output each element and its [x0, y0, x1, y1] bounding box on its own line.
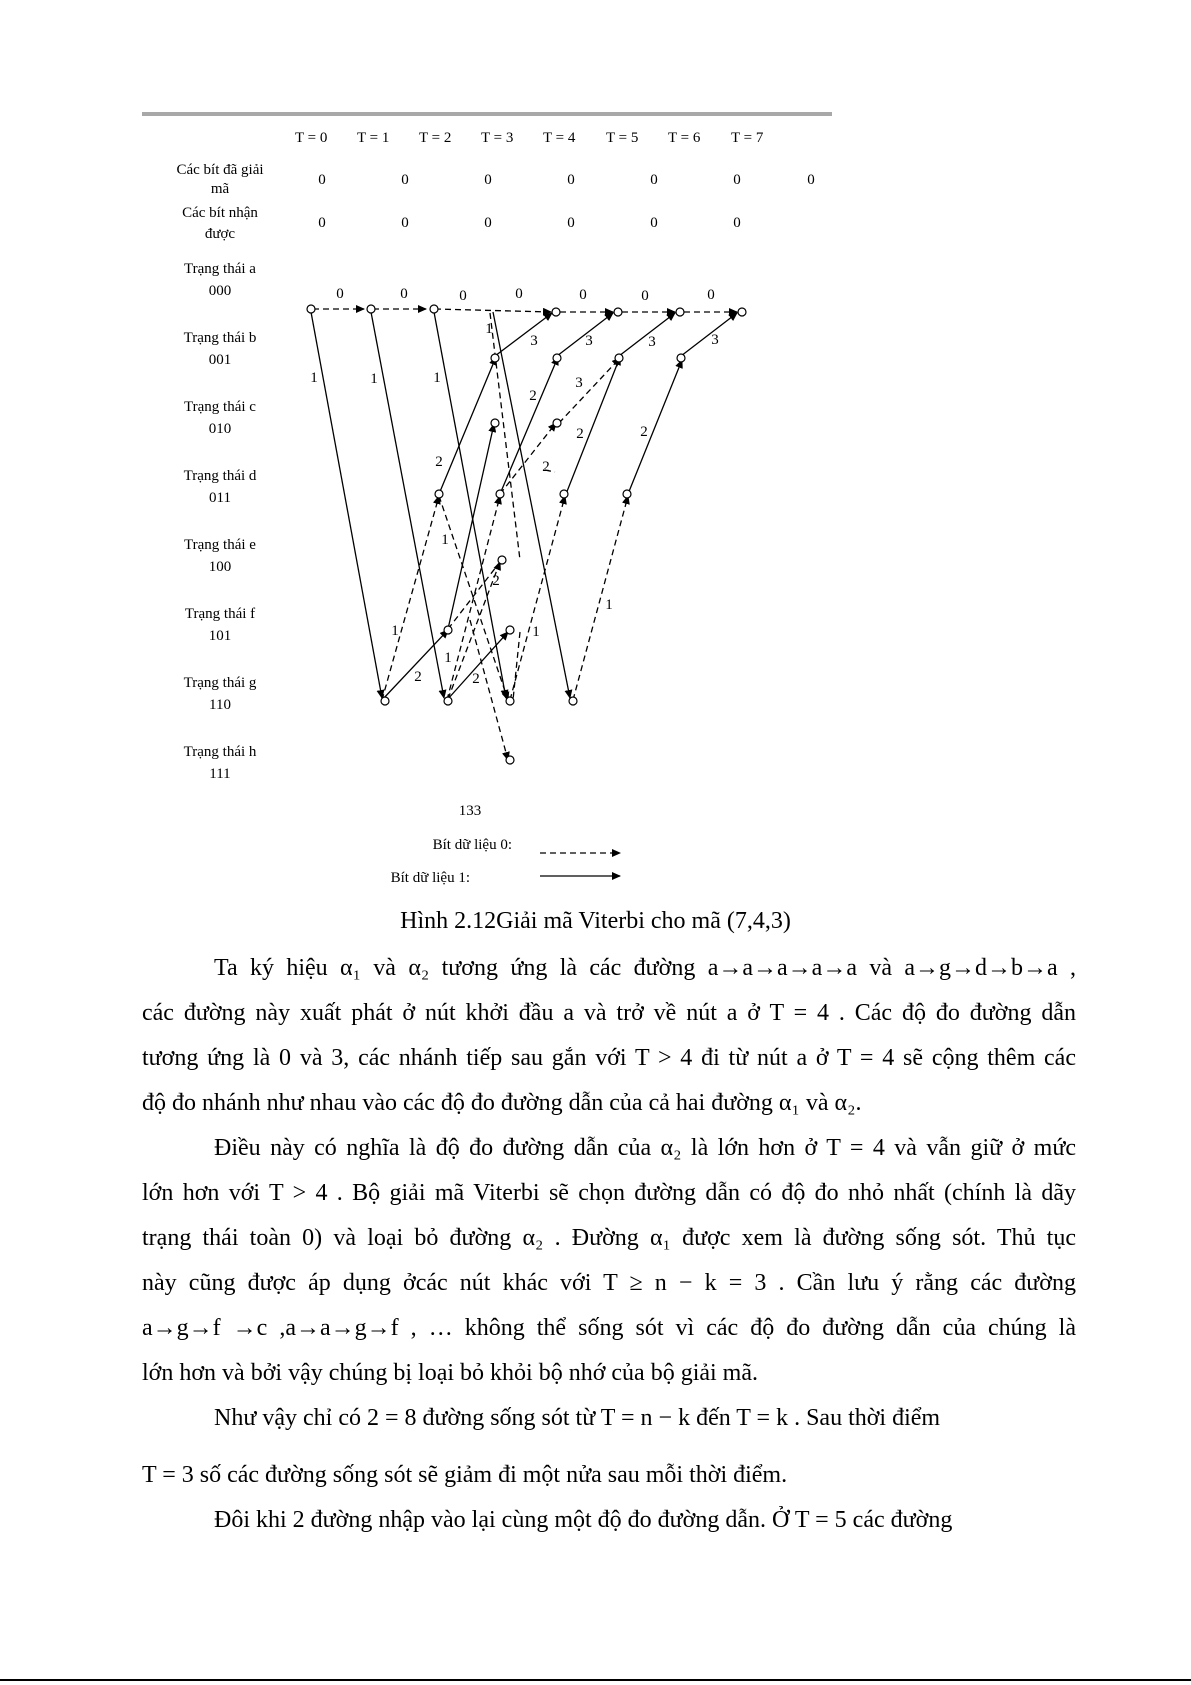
- lower-metric: 2: [492, 573, 500, 589]
- decoded-bit: 0: [567, 172, 575, 188]
- mid-metric: 2: [542, 459, 550, 475]
- decoded-bit: 0: [401, 172, 409, 188]
- node: [738, 308, 746, 316]
- branch-a-g: [493, 312, 570, 698]
- top-metric: 0: [707, 287, 715, 303]
- paragraph: [142, 1396, 1076, 1498]
- mid-metric: 3: [575, 375, 583, 391]
- lower-metric: 1: [444, 650, 452, 666]
- state-code: 010: [208, 421, 232, 437]
- state-code: 101: [208, 628, 232, 644]
- time-label: T = 0: [295, 130, 328, 146]
- paragraph: [142, 946, 1076, 1126]
- text-line: Điều này có nghĩa là độ đo đường dẫn của α₂ là lớn hơn ở T = 4 và vẫn giữ ở mức: [214, 1135, 1076, 1161]
- paragraph: [142, 1126, 1076, 1396]
- b-row-metric: 3: [530, 333, 538, 349]
- node: [444, 626, 452, 634]
- state-name: Trạng thái f: [184, 606, 256, 622]
- left-one-metric: 1: [310, 370, 318, 386]
- state-code: 110: [209, 697, 231, 713]
- branch-d-b: [566, 357, 620, 494]
- state-code: 000: [208, 283, 232, 299]
- lower-metric: 2: [414, 669, 422, 685]
- top-metric: 0: [515, 286, 523, 302]
- branch-b-a: [495, 313, 552, 356]
- node: [569, 697, 577, 705]
- lower-metric: 1: [532, 624, 540, 640]
- text-line: tương ứng là 0 và 3, các nhánh tiếp sau gắn với T > 4 đi từ nút a ở T = 4 sẽ cộng thêm các: [142, 1045, 1076, 1071]
- node: [506, 626, 514, 634]
- mid-metric: 2: [435, 454, 443, 470]
- body-text: [142, 946, 1076, 1543]
- received-bit: 0: [567, 215, 575, 231]
- node: [623, 490, 631, 498]
- time-label: T = 2: [419, 130, 452, 146]
- branch-metrics: [310, 286, 719, 687]
- received-bits: [318, 215, 741, 231]
- row-labels: [176, 162, 263, 782]
- node: [435, 490, 443, 498]
- mid-metric: 2: [640, 424, 648, 440]
- time-label: T = 7: [731, 130, 764, 146]
- node: [498, 556, 506, 564]
- branch-g-d: [510, 496, 565, 700]
- decoded-bit: 0: [318, 172, 326, 188]
- received-bit: 0: [484, 215, 492, 231]
- lower-metric: 1: [391, 623, 399, 639]
- state-code: 111: [209, 766, 231, 782]
- top-metric: 0: [459, 288, 467, 304]
- branch-b-a: [619, 313, 675, 356]
- decoded-bits-label: Các bít đã giải: [176, 162, 264, 178]
- branch-a-g: [311, 312, 382, 698]
- received-bits-label: được: [204, 226, 236, 242]
- received-bit: 0: [733, 215, 741, 231]
- branch-d-b: [628, 360, 682, 494]
- legend: [391, 837, 620, 886]
- state-code: 011: [209, 490, 231, 506]
- node: [552, 308, 560, 316]
- lower-metric: 1: [605, 597, 613, 613]
- text-line: này cũng được áp dụng ởcác nút khác với T ≥ n − k = 3 . Cần lưu ý rằng các đường: [142, 1270, 1076, 1296]
- time-labels: [295, 130, 764, 146]
- time-label: T = 3: [481, 130, 514, 146]
- left-one-metric: 1: [433, 370, 441, 386]
- branch-b-e: [490, 313, 520, 560]
- state-name: Trạng thái h: [183, 744, 257, 760]
- decoded-bit: 0: [484, 172, 492, 188]
- node: [553, 419, 561, 427]
- page-bottom-rule: [0, 1679, 1191, 1681]
- legend-data0-label: Bít dữ liệu 0:: [432, 837, 512, 853]
- node: [506, 697, 514, 705]
- figure-caption: Hình 2.12Giải mã Viterbi cho mã (7,4,3): [400, 908, 791, 934]
- branch-a-a: [435, 309, 551, 312]
- top-metric: 0: [400, 286, 408, 302]
- state-code: 100: [208, 559, 232, 575]
- state-code: 001: [208, 352, 232, 368]
- figure-page-number: 133: [458, 803, 482, 819]
- b-row-metric: 3: [648, 334, 656, 350]
- b-row-metric: 3: [585, 333, 593, 349]
- decoded-bit: 0: [650, 172, 658, 188]
- top-metric: 0: [579, 287, 587, 303]
- b-row-metric: 3: [711, 332, 719, 348]
- mid-metric: 2: [529, 388, 537, 404]
- text-line: Đôi khi 2 đường nhập vào lại cùng một độ đo đường dẫn. Ở T = 5 các đường: [214, 1507, 953, 1533]
- text-line: Như vậy chỉ có 2 = 8 đường sống sót từ T = n − k đến T = k . Sau thời điểm: [214, 1405, 941, 1431]
- node: [491, 419, 499, 427]
- branch-c-b: [559, 358, 620, 423]
- b-row-metric: 1: [485, 321, 493, 337]
- state-name: Trạng thái e: [184, 537, 256, 553]
- received-bit: 0: [401, 215, 409, 231]
- time-label: T = 6: [668, 130, 701, 146]
- lower-metric: 2: [472, 671, 480, 687]
- top-metric: 0: [641, 288, 649, 304]
- node: [367, 305, 375, 313]
- text-line: a→g→f →c ,a→a→g→f , … không thể sống sót vì các độ đo đường dẫn của chúng là: [142, 1315, 1076, 1341]
- branch-b-a: [681, 313, 737, 356]
- received-bit: 0: [318, 215, 326, 231]
- decoded-bit: 0: [807, 172, 815, 188]
- state-name: Trạng thái b: [183, 330, 257, 346]
- branch-g-d: [573, 496, 628, 700]
- state-name: Trạng thái a: [184, 261, 256, 277]
- decoded-bit: 0: [733, 172, 741, 188]
- text-line: lớn hơn với T > 4 . Bộ giải mã Viterbi sẽ chọn đường dẫn có độ đo nhỏ nhất (chính là dãy: [142, 1180, 1076, 1206]
- text-line: T = 3 số các đường sống sót sẽ giảm đi một nửa sau mỗi thời điểm.: [142, 1462, 788, 1488]
- node: [381, 697, 389, 705]
- state-name: Trạng thái d: [183, 468, 257, 484]
- text-line: lớn hơn và bởi vậy chúng bị loại bỏ khỏi bộ nhớ của bộ giải mã.: [142, 1360, 758, 1386]
- decoded-bits: [318, 172, 815, 188]
- mid-metric: 2: [576, 426, 584, 442]
- state-name: Trạng thái g: [183, 675, 257, 691]
- node: [506, 756, 514, 764]
- time-label: T = 1: [357, 130, 390, 146]
- node: [491, 354, 499, 362]
- node: [553, 354, 561, 362]
- text-line: Ta ký hiệu α₁ và α₂ tương ứng là các đường a→a→a→a→a và a→g→d→b→a ,: [214, 955, 1076, 981]
- node: [496, 490, 504, 498]
- state-name: Trạng thái c: [184, 399, 256, 415]
- time-label: T = 5: [606, 130, 639, 146]
- node: [307, 305, 315, 313]
- node: [560, 490, 568, 498]
- node: [614, 308, 622, 316]
- text-line: các đường này xuất phát ở nút khởi đầu a và trở về nút a ở T = 4 . Các độ đo đường dẫn: [142, 1000, 1076, 1026]
- node: [444, 697, 452, 705]
- received-bit: 0: [650, 215, 658, 231]
- time-label: T = 4: [543, 130, 576, 146]
- branch-d-b: [439, 357, 496, 494]
- received-bits-label: Các bít nhận: [182, 205, 258, 221]
- branch-d-h: [470, 620, 508, 760]
- figure-top-rule: [142, 112, 832, 116]
- lower-metric: 1: [441, 532, 449, 548]
- paragraph: [142, 1498, 1076, 1543]
- node: [676, 308, 684, 316]
- node: [677, 354, 685, 362]
- legend-data1-label: Bít dữ liệu 1:: [390, 870, 470, 886]
- text-line: độ đo nhánh như nhau vào các độ đo đường dẫn của cả hai đường α₁ và α₂.: [142, 1090, 862, 1116]
- node: [615, 354, 623, 362]
- left-one-metric: 1: [370, 371, 378, 387]
- text-line: trạng thái toàn 0) và loại bỏ đường α₂ . Đường α₁ được xem là đường sống sót. Thủ tục: [142, 1225, 1076, 1251]
- node: [430, 305, 438, 313]
- decoded-bits-label: mã: [210, 181, 230, 197]
- top-metric: 0: [336, 286, 344, 302]
